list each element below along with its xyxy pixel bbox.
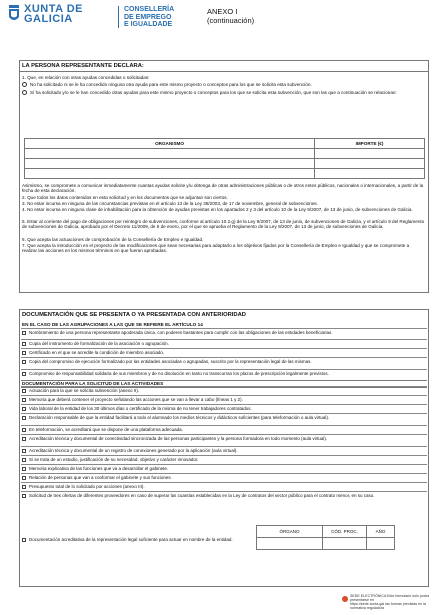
declaration-point: 7. Que acepta la introducción en el proyecto de las modificaciones que sean necesarias para adaptarlo a los objetivos fijados por la Consellería de Empleo e Igualdad y que se compromete a realizar las acciones en los mismos términos en que fueran aprobadas. [22, 243, 410, 254]
group-heading: DOCUMENTACIÓN PARA LA SOLICITUD DE LAS ACTIVIDADES [21, 380, 427, 388]
radio-no[interactable] [22, 82, 27, 87]
doc-checkbox[interactable] [22, 360, 26, 364]
doc-checkbox[interactable] [22, 428, 26, 432]
doc-row [21, 369, 427, 380]
doc-row [21, 536, 252, 549]
ano-cell[interactable] [367, 538, 395, 550]
section-title: LA PERSONA REPRESENTANTE DECLARA: [20, 61, 428, 72]
procedure-table [256, 525, 395, 550]
doc-label: Declaración responsable de que la entidad facilitará a todo el alumnado los medios técnicos y didácticos suficientes (para teleformación o aula virtual). [29, 415, 330, 420]
doc-label: Documentación acreditativa de la representación legal suficiente para actuar en nombre de la entidad. [29, 537, 233, 542]
doc-checkbox[interactable] [22, 407, 26, 411]
doc-checkbox[interactable] [22, 476, 26, 480]
brand-name: XUNTA DE GALICIA [24, 3, 83, 25]
doc-row [21, 455, 427, 464]
doc-row [21, 348, 427, 357]
section-title: DOCUMENTACIÓN QUE SE PRESENTA O YA PRESENTADA CON ANTERIORIDAD [22, 312, 246, 318]
doc-row [21, 404, 427, 413]
option-yes [22, 90, 425, 95]
doc-checkbox[interactable] [22, 467, 26, 471]
annex-title: ANEXO I [207, 7, 238, 16]
doc-checkbox[interactable] [22, 372, 26, 376]
doc-label: Memoria que deberá contener el proyecto señalando las acciones que se van a llevar a cabo (líneas 1 y 2). [29, 397, 243, 402]
commitment-paragraph: Asimismo, se compromete a comunicar inmediatamente cuantas ayudas solicite y/u obtenga de otras administraciones públicas o de otros entes públicos, nacionales o internacionales, a partir de la fecha de esta declaración. [22, 183, 424, 194]
doc-label: Nombramiento de una persona representante apoderada única, con poderes bastantes para cumplir con las obligaciones de las entidades beneficiarias. [29, 330, 333, 335]
doc-checkbox[interactable] [22, 494, 26, 498]
conselleria-line: DE EMPREGO [124, 13, 172, 21]
doc-checkbox[interactable] [22, 449, 26, 453]
doc-label: Presupuesto total de lo solicitado por acciones (anexo III). [29, 484, 145, 489]
doc-label: Si se trata de un estudio, justificación de su necesidad, objetivo y carácter innovador. [29, 457, 199, 462]
option-yes-label: Sí ha solicitado y/o se le han concedido otras ayudas para este mismo proyecto o conceptos para los que se solicita esta subvención, que son las que a continuación se relacionan: [30, 90, 397, 95]
organismo-cell[interactable] [25, 159, 315, 169]
doc-checkbox[interactable] [22, 331, 26, 335]
doc-checkbox[interactable] [22, 485, 26, 489]
conselleria-name [124, 6, 174, 29]
doc-checkbox[interactable] [22, 437, 26, 441]
doc-row [21, 473, 427, 482]
declaration-point: 2. Que todos los datos contenidos en esta solicitud y en los documentos que se adjuntan son ciertos. [22, 195, 228, 200]
radio-yes[interactable] [22, 90, 27, 95]
doc-row [21, 339, 427, 348]
option-no [22, 82, 425, 87]
doc-label: Copia del compromiso de ejecución formalizado por las entidades asociadas o agrupadas, suscrito por la representación legal de las mismas. [29, 359, 312, 364]
doc-label: Copia del instrumento de formalización de la asociación o agrupación. [29, 341, 169, 346]
col-cod-proc: CÓD. PROC. [323, 526, 367, 538]
doc-row [21, 357, 427, 369]
header-divider [118, 6, 119, 28]
xunta-emblem-icon [8, 5, 20, 23]
doc-row [21, 386, 427, 395]
col-organismo: ORGANISMO [25, 139, 315, 149]
documentation-section [19, 309, 429, 587]
organismo-cell[interactable] [25, 169, 315, 179]
conselleria-line: E IGUALDADE [124, 21, 173, 28]
doc-row [21, 425, 427, 434]
annex-label [207, 7, 254, 25]
doc-label: Compromiso de responsabilidad solidaria de sus miembros y de no disolución en tanto no transcurran los plazos de prescripción legalmente previstos. [29, 371, 329, 376]
doc-checkbox[interactable] [22, 538, 26, 542]
footer-line: SEDE ELECTRÓNICA Este formulario solo podrá presentarse en [350, 594, 430, 602]
doc-row [21, 446, 427, 455]
doc-label: Solicitud de tres ofertas de diferentes proveedores en caso de superar las cuantías establecidas en la Ley de contratos del sector público para el contrato menor, en su caso. [29, 493, 375, 498]
doc-checkbox[interactable] [22, 351, 26, 355]
col-organo: ÓRGANO [257, 526, 323, 538]
organo-cell[interactable] [257, 538, 323, 550]
doc-row [21, 482, 427, 491]
sede-electronica-icon [342, 596, 348, 602]
option-no-label: No ha solicitado ni se le ha concedido ninguna otra ayuda para este mismo proyecto o conceptos para los que se solicita esta subvención. [30, 82, 312, 87]
xunta-logo [8, 4, 114, 24]
annex-subtitle: (continuación) [207, 16, 255, 25]
doc-label: Memoria explicativa de las funciones que va a desarrollar el gabinete. [29, 466, 169, 471]
doc-label: En teleformación, se acreditará que se dispone de una plataforma adecuada. [29, 427, 183, 432]
doc-row [21, 464, 427, 473]
footer-line: https://sede.xunta.gal las formas previstas en la normativa reguladora [350, 602, 426, 610]
footer-note [350, 594, 435, 610]
doc-checkbox[interactable] [22, 342, 26, 346]
doc-row [21, 491, 427, 505]
declaration-point: 5. Estar al corriente del pago de obligaciones por reintegro de subvenciones, conforme al artículo 10.2.g) de la Ley 9/2007, de 13 de junio, de subvenciones de Galicia, y el artículo 9 del Reglamento de subvenciones de Galicia, aprobado por el Decreto 11/2009, de 8 de enero, por el que se aprueba el Reglamento de la Ley 9/2007, de 13 de junio, de subvenciones de Galicia. [22, 219, 425, 230]
importe-cell[interactable] [315, 169, 425, 179]
cod-proc-cell[interactable] [323, 538, 367, 550]
other-aid-table [24, 138, 425, 179]
doc-label: Certificado en el que se acredite la condición de miembro asociado. [29, 350, 165, 355]
importe-cell[interactable] [315, 159, 425, 169]
doc-checkbox[interactable] [22, 416, 26, 420]
declaration-point: 1. Que, en relación con otras ayudas concedidas o solicitadas: [22, 75, 150, 80]
doc-row [21, 434, 427, 446]
doc-label: Actuación para la que se solicita subvención (anexo II). [29, 388, 140, 393]
doc-label: Acreditación técnica y documental de un registro de conexiones generado por la aplicación (aula virtual). [29, 448, 238, 453]
declaration-point: 4. No estar incursa en ninguna clase de inhabilitación para la obtención de ayudas previstas en los apartados 2 y 3 del artículo 10 de la Ley 9/2007, de 13 de junio, de subvenciones de Galicia. [22, 207, 413, 212]
organismo-cell[interactable] [25, 149, 315, 159]
col-ano: AÑO [367, 526, 395, 538]
declaration-section [19, 60, 429, 293]
doc-row [21, 328, 427, 339]
conselleria-line: CONSELLERÍA [124, 6, 175, 13]
importe-cell[interactable] [315, 149, 425, 159]
group-heading: EN EL CASO DE LAS AGRUPACIONES A LAS QUE SE REFIERE EL ARTÍCULO 14 [21, 322, 427, 329]
doc-label: Vida laboral de la entidad de los 30 últimos días o certificado de la misma de no tener trabajadores contratados. [29, 406, 252, 411]
doc-checkbox[interactable] [22, 389, 26, 393]
doc-row [21, 395, 427, 404]
doc-checkbox[interactable] [22, 398, 26, 402]
doc-checkbox[interactable] [22, 458, 26, 462]
document-header [8, 4, 433, 34]
declaration-point: 6. Que acepta las actuaciones de comprobación de la Consellería de Empleo e Igualdad. [22, 237, 204, 242]
declaration-point: 3. No estar incursa en ninguna de las circunstancias previstas en el artículo 13 de la Ley 38/2003, de 17 de noviembre, general de subvenciones. [22, 201, 318, 206]
doc-label: Relación de personas que van a conformar el gabinete y sus funciones. [29, 475, 172, 480]
doc-row [21, 413, 427, 425]
col-importe: IMPORTE (€) [315, 139, 425, 149]
doc-label: Acreditación técnica y documental de conectividad sincronizada de las personas participantes y la persona formadora en todo momento (aula virtual). [29, 436, 328, 441]
